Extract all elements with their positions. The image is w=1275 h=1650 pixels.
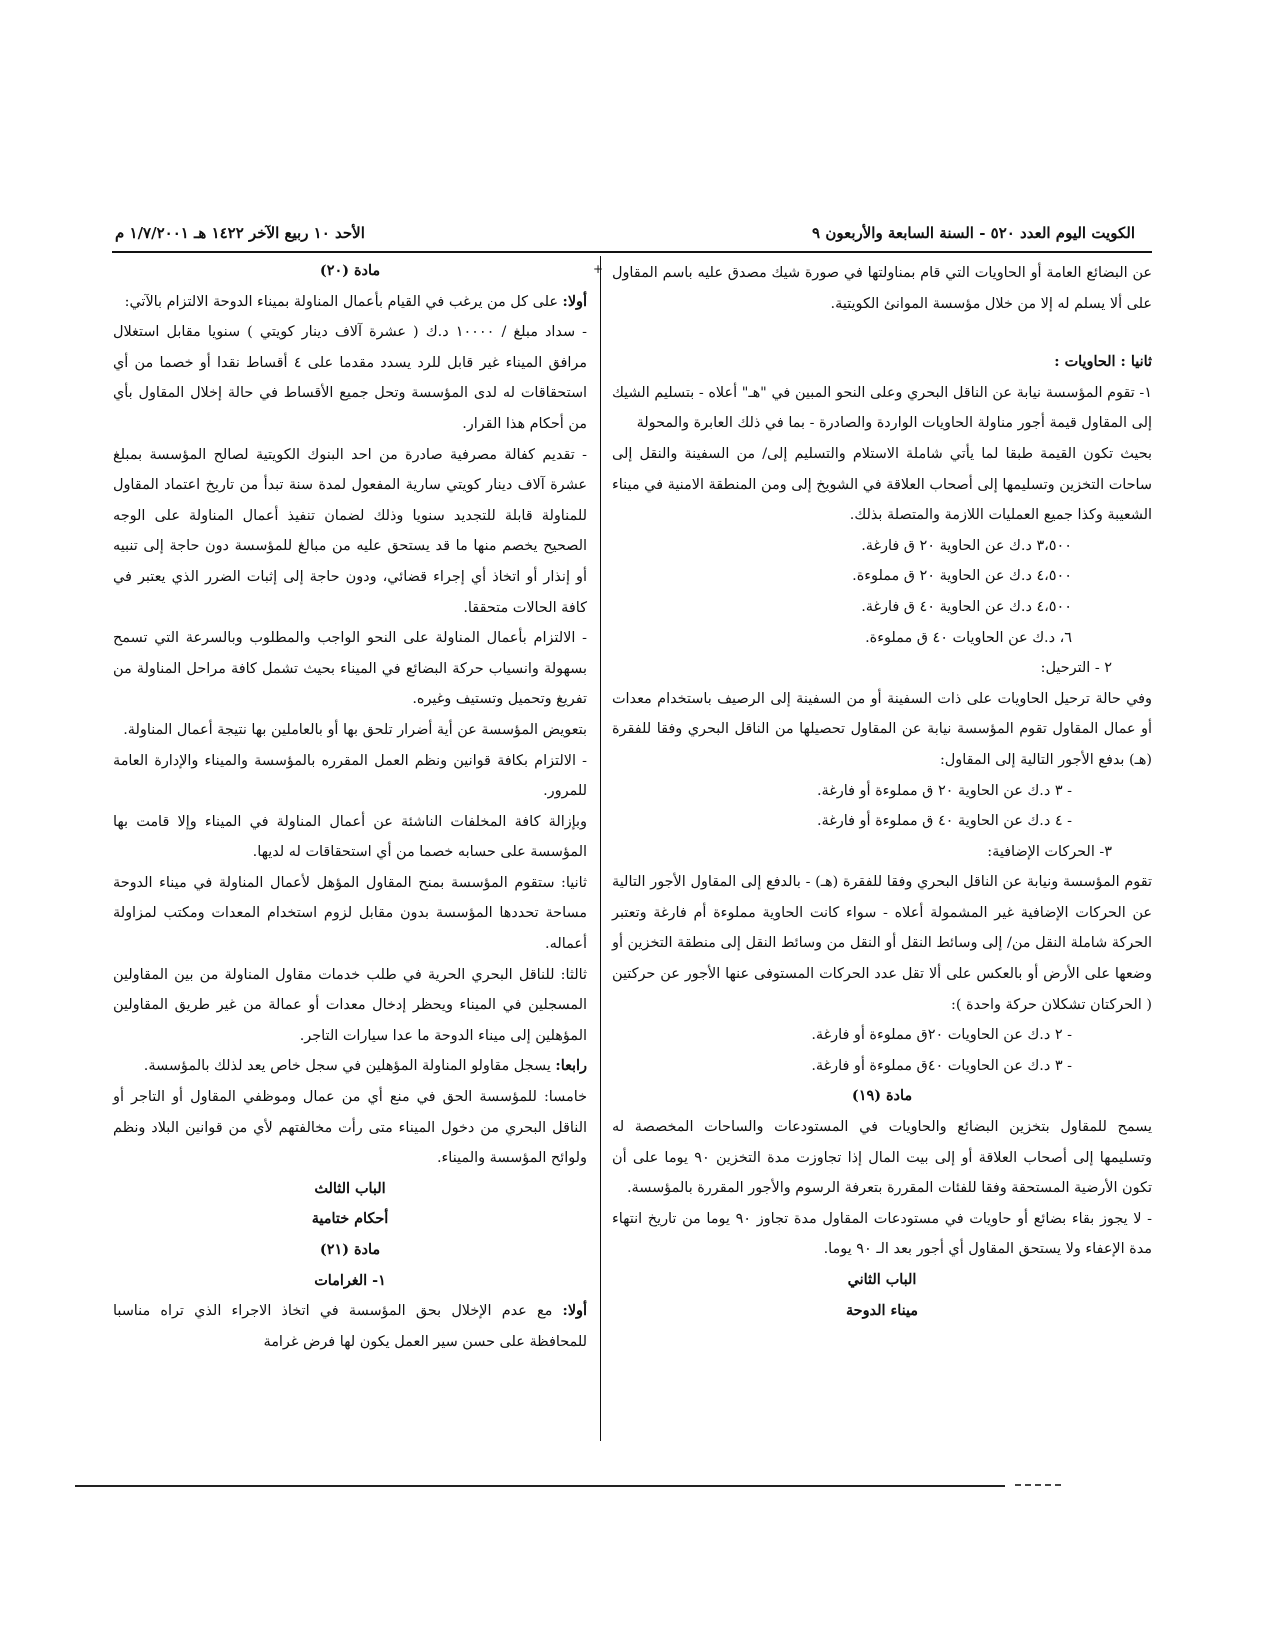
paragraph: تقوم المؤسسة ونيابة عن الناقل البحري وفقا للفقرة (هـ) - بالدفع إلى المقاول الأجور التالية عن الحركات الإضافية غير المشمولة أعلاه - سواء كانت الحاوية مملوءة أم فارغة وتعتبر الحركة شاملة النقل من/ إلى وسائط النقل أو النقل من وسائط النقل إلى منطقة التخزين أو وضعها على الأرض أو بالعكس على ألا تقل عدد الحركات المستوفى عنها الأجور عن حركتين ( الحركتان تشكلان حركة واحدة ): [612, 874, 1152, 1013]
chapter-subtitle: ميناء الدوحة [845, 1301, 919, 1319]
article-title: مادة (٢٠) [319, 262, 381, 279]
paragraph: وبإزالة كافة المخلفات الناشئة عن أعمال المناولة في الميناء وإلا قامت بها المؤسسة على حسابه خصما من أي استحقاقات له لديها. [113, 813, 587, 861]
clause-text: يسجل مقاولو المناولة المؤهلين في سجل خاص يعد لذلك بالمؤسسة. [143, 1058, 551, 1075]
rate-line: - ٢ د.ك عن الحاويات ٢٠ق مملوءة أو فارغة. [811, 1027, 1072, 1044]
clause-text: مع عدم الإخلال بحق المؤسسة في اتخاذ الاجراء الذي تراه مناسبا للمحافظة على حسن سير العمل يكون لها فرض غرامة [113, 1303, 587, 1350]
paragraph: وفي حالة ترحيل الحاويات على ذات السفينة أو من السفينة إلى الرصيف باستخدام معدات أو عمال المقاول تقوم المؤسسة نيابة عن المقاول تحصيلها من الناقل البحري وفقا للفقرة (هـ) بدفع الأجور التالية إلى المقاول: [612, 690, 1152, 768]
paragraph: عن البضائع العامة أو الحاويات التي قام بمناولتها في صورة شيك مصدق عليه باسم المقاول على ألا يسلم له إلا من خلال مؤسسة الموانئ الكويتية. [612, 265, 1152, 312]
paragraph: ثالثا: للناقل البحري الحرية في طلب خدمات مقاول المناولة من بين المقاولين المسجلين في الميناء ويحظر إدخال معدات أو عمالة من غير طريق المقاولين المؤهلين إلى ميناء الدوحة ما عدا سيارات التاجر. [113, 966, 587, 1044]
footer-rule [75, 1485, 1005, 1487]
header-rule [112, 251, 1152, 253]
article-title: مادة (٢١) [319, 1241, 381, 1258]
paragraph: - الالتزام بكافة قوانين ونظم العمل المقرره بالمؤسسة والميناء والإدارة العامة للمرور. [113, 752, 587, 800]
section-title: ثانيا : الحاويات : [1054, 353, 1152, 371]
paragraph [113, 1051, 587, 1082]
rate-line: ٤،٥٠٠ د.ك عن الحاوية ٢٠ ق مملوءة. [852, 568, 1072, 585]
subsection-title: ٢ - الترحيل: [1040, 660, 1112, 677]
paragraph: بتعويض المؤسسة عن أية أضرار تلحق بها أو بالعاملين بها نتيجة أعمال المناولة. [123, 721, 587, 738]
left-column [113, 256, 587, 1357]
paragraph: بحيث تكون القيمة طبقا لما يأتي شاملة الاستلام والتسليم إلى/ من السفينة والنقل إلى ساحات التخزين وتسليمها إلى أصحاب العلاقة في الشويخ إلى ومن المنطقة الامنية في ميناء الشعيبة وكذا جميع العمليات اللازمة والمتصلة بذلك. [612, 445, 1152, 524]
header-issue-info: الكويت اليوم العدد ٥٢٠ - السنة السابعة والأربعون ٩ [812, 224, 1135, 242]
paragraph: - سداد مبلغ / ١٠٠٠٠ د.ك ( عشرة آلاف دينار كويتي ) سنويا مقابل استغلال مرافق الميناء غير قابل للرد يسدد مقدما على ٤ أقساط نقدا أو خصما من أي استحقاقات له لدى المؤسسة وتحل جميع الأقساط في حالة إخلال المقاول بأي من أحكام هذا القرار. [113, 324, 587, 432]
chapter-title: الباب الثاني [847, 1271, 917, 1288]
paragraph: ثانيا: ستقوم المؤسسة بمنح المقاول المؤهل لأعمال المناولة في ميناء الدوحة مساحة تحددها المؤسسة بدون مقابل لزوم استخدام المعدات ومكتب لمزاولة أعماله. [113, 874, 587, 953]
footer-dash [1015, 1484, 1061, 1486]
rate-line: ٦، د.ك عن الحاويات ٤٠ ق مملوءة. [865, 629, 1072, 646]
rate-line: - ٣ د.ك عن الحاويات ٤٠ق مملوءة أو فارغة. [811, 1057, 1072, 1074]
clause-label: أولا: [562, 1302, 587, 1320]
subsection-title: ٣- الحركات الإضافية: [987, 843, 1112, 860]
paragraph: - تقديم كفالة مصرفية صادرة من احد البنوك الكويتية لصالح المؤسسة بمبلغ عشرة آلاف دينار كويتي سارية المفعول لمدة سنة تبدأ من تاريخ اعتماد المقاول للمناولة قابلة للتجديد سنويا وذلك لضمان تنفيذ أعمال المناولة على الوجه الصحيح يخصم منها ما قد يستحق عليه من مبالغ للمؤسسة دون حاجة إلى تنبيه أو إنذار أو اتخاذ أي إجراء قضائي، ودون حاجة إلى إثبات الضرر الذي يعتبر في كافة الحالات متحققا. [113, 446, 587, 616]
chapter-title: الباب الثالث [314, 1179, 386, 1197]
rate-line: ٣،٥٠٠ د.ك عن الحاوية ٢٠ ق فارغة. [861, 537, 1072, 554]
paragraph: - الالتزام بأعمال المناولة على النحو الواجب والمطلوب وبالسرعة التي تسمح بسهولة وانسياب حركة البضائع في الميناء بحيث تشمل كافة مراحل المناولة من تفريغ وتحميل وتستيف وغيره. [113, 630, 587, 708]
paragraph: - لا يجوز بقاء بضائع أو حاويات في مستودعات المقاول مدة تجاوز ٩٠ يوما من تاريخ انتهاء مدة الإعفاء ولا يستحق المقاول أي أجور بعد الـ ٩٠ يوما. [612, 1210, 1152, 1258]
clause-label: أولا: [562, 292, 587, 310]
right-column [612, 258, 1152, 1326]
paragraph [113, 287, 587, 318]
clause-text: على كل من يرغب في القيام بأعمال المناولة بميناء الدوحة الالتزام بالآتي: [124, 293, 558, 310]
divider-tick-mark: + [593, 262, 604, 276]
clause-label: رابعا: [555, 1057, 587, 1075]
rate-line: - ٤ د.ك عن الحاوية ٤٠ ق مملوءة أو فارغة. [816, 813, 1072, 830]
chapter-subtitle: أحكام ختامية [311, 1210, 389, 1228]
paragraph: خامسا: للمؤسسة الحق في منع أي من عمال وموظفي المقاول أو التاجر أو الناقل البحري من دخول الميناء متى رأت مخالفتهم لأي من قوانين البلاد ونظم ولوائح المؤسسة والميناء. [113, 1089, 587, 1167]
header-date: الأحد ١٠ ربيع الآخر ١٤٢٢ هـ ١/٧/٢٠٠١ م [115, 224, 365, 242]
paragraph: يسمح للمقاول بتخزين البضائع والحاويات في المستودعات والساحات المخصصة له وتسليمها إلى أصحاب العلاقة أو إلى بيت المال إذا تجاوزت مدة التخزين ٩٠ يوما على أن تكون الأرضية المستحقة وفقا للفئات المقررة بتعرفة الرسوم والأجور المقررة بالمؤسسة. [612, 1119, 1152, 1197]
article-title: مادة (١٩) [851, 1087, 913, 1105]
paragraph: ١- تقوم المؤسسة نيابة عن الناقل البحري وعلى النحو المبين في "هـ" أعلاه - بتسليم الشيك إلى المقاول قيمة أجور مناولة الحاويات الواردة والصادرة - بما في ذلك العابرة والمحولة [612, 384, 1152, 432]
column-divider [600, 256, 601, 1441]
subsection-title: ١- الغرامات [314, 1271, 386, 1289]
paragraph [113, 1296, 587, 1357]
rate-line: ٤،٥٠٠ د.ك عن الحاوية ٤٠ ق فارغة. [861, 598, 1072, 615]
rate-line: - ٣ د.ك عن الحاوية ٢٠ ق مملوءة أو فارغة. [816, 782, 1072, 799]
